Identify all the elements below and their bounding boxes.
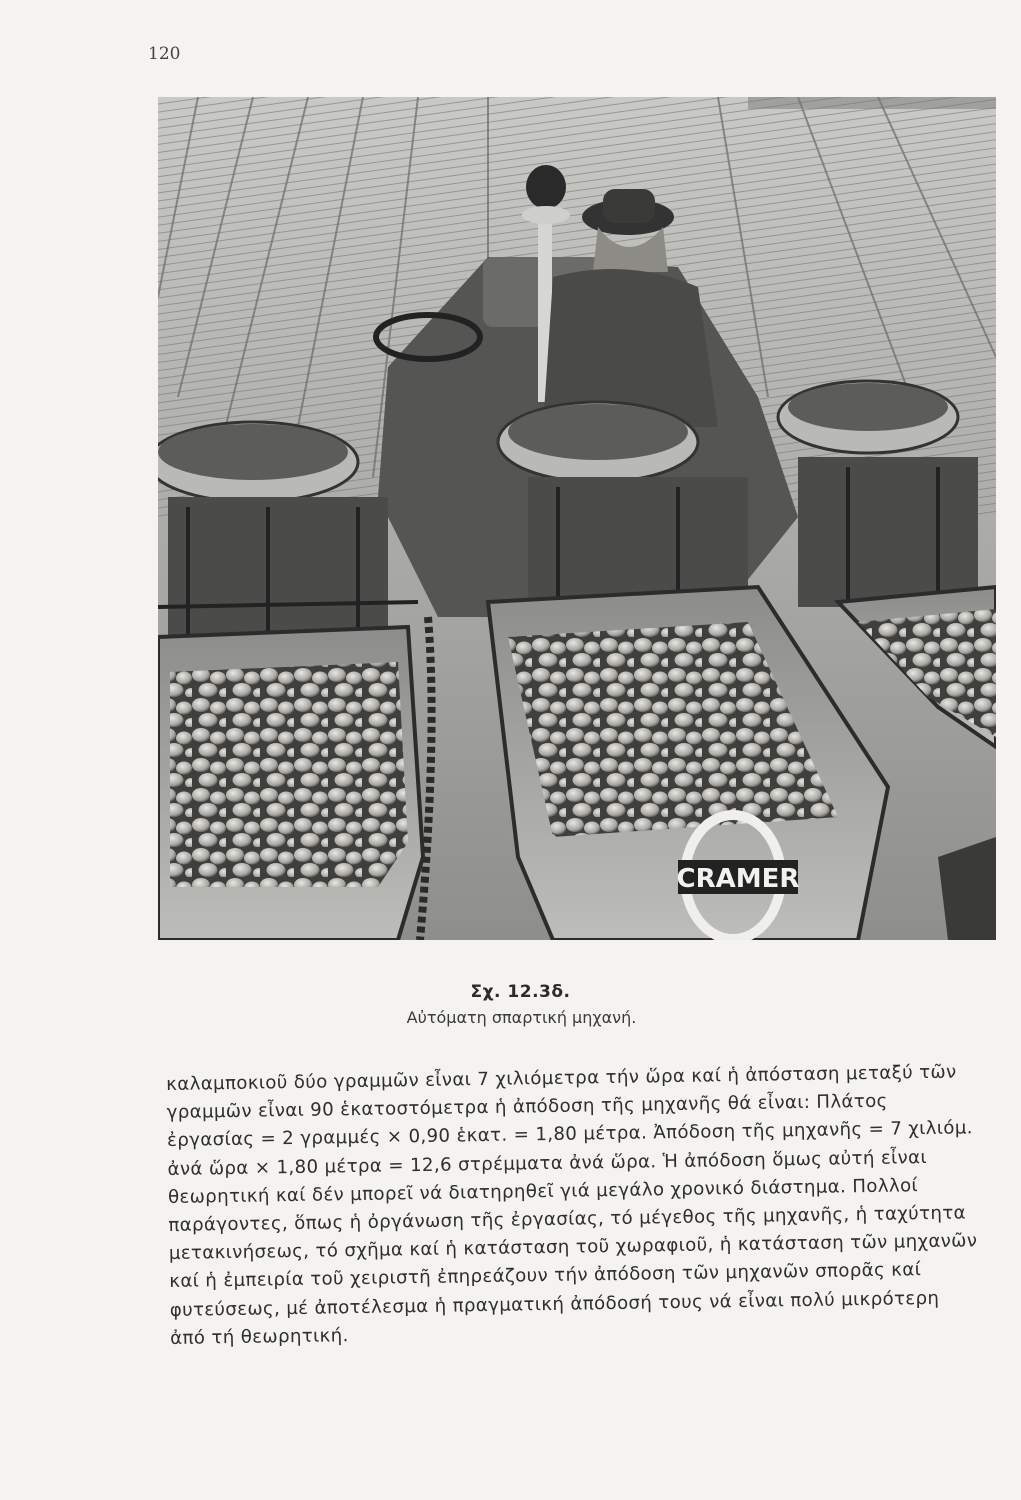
body-line: μετακινήσεως, τό σχῆμα καί ἡ κατάσταση τοῦ χωραφιοῦ, ἡ κατάσταση τῶν μηχανῶν — [168, 1230, 978, 1265]
body-line: φυτεύσεως, μέ ἀποτέλεσμα ἡ πραγματική ἀπόδοσή τους νά εἶναι πολύ μικρότερη — [169, 1287, 940, 1321]
body-paragraph — [166, 1058, 1012, 1353]
body-line: ἀπό τή θεωρητική. — [170, 1324, 349, 1349]
body-line: καί ἡ ἐμπειρία τοῦ χειριστῆ ἐπηρεάζουν τήν ἀπόδοση τῶν μηχανῶν σπορᾶς καί — [169, 1259, 922, 1293]
body-line: καλαμποκιοῦ δύο γραμμῶν εἶναι 7 χιλιόμετρα τήν ὥρα καί ἡ ἀπόσταση μεταξύ τῶν — [166, 1061, 957, 1095]
body-line: θεωρητική καί δέν μπορεῖ νά διατηρηθεῖ γιά μεγάλο χρονικό διάστημα. Πολλοί — [167, 1175, 919, 1208]
body-line: γραμμῶν εἶναι 90 ἑκατοστόμετρα ἡ ἀπόδοση τῆς μηχανῆς θά εἶναι: Πλάτος — [166, 1090, 888, 1124]
body-line: ἀνά ὥρα × 1,80 μέτρα = 12,6 στρέμματα ἀνά ὥρα. Ἡ ἀπόδοση ὅμως αὐτή εἶναι — [167, 1146, 928, 1180]
machine-brand-logo-text: CRAMER — [676, 864, 800, 894]
figure-photo — [158, 97, 996, 940]
figure-caption-title: Αὐτόματη σπαρτική μηχανή. — [406, 1008, 637, 1027]
page-number: 120 — [148, 44, 181, 64]
body-line: ἐργασίας = 2 γραμμές × 0,90 ἑκατ. = 1,80 μέτρα. Ἀπόδοση τῆς μηχανῆς = 7 χιλιόμ. — [166, 1117, 973, 1152]
figure-caption-number: Σχ. 12.3δ. — [470, 982, 571, 1002]
body-line: παράγοντες, ὅπως ἡ ὀργάνωση τῆς ἐργασίας, τό μέγεθος τῆς μηχανῆς, ἡ ταχύτητα — [168, 1202, 967, 1236]
